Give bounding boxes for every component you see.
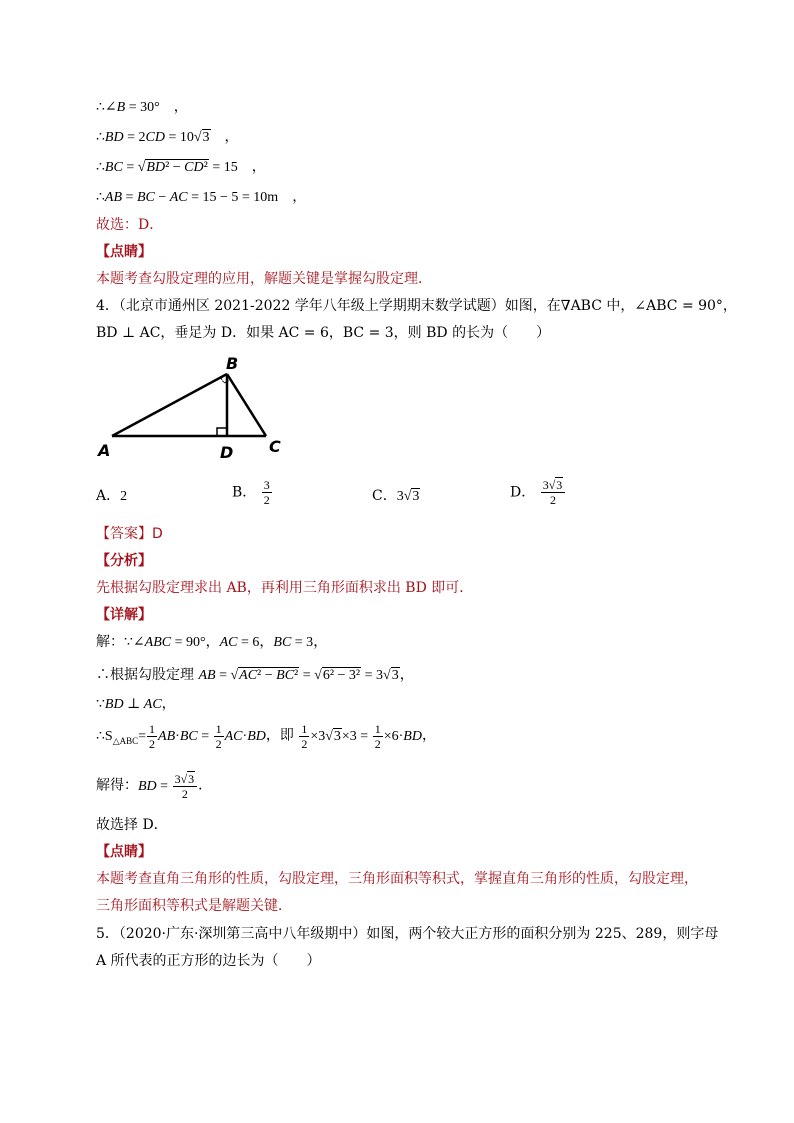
prev-comment-heading: 【点睛】 xyxy=(96,244,152,260)
q4-solution-1: 解：∵∠ABC = 90°，AC = 6，BC = 3， xyxy=(96,634,328,650)
q4-solution-5: 解得：BD = $\frac{3√3}{2}$ ． xyxy=(96,772,213,801)
side-ab xyxy=(112,374,227,436)
solution-line-angle-b: ∴∠B = 30° ， xyxy=(96,99,188,115)
q4-analysis: 先根据勾股定理求出 AB，再利用三角形面积求出 BD 即可． xyxy=(96,580,474,596)
q4-solution-2: ∴根据勾股定理 AB = √AC² − BC² = √6² − 3² = 3√3， xyxy=(96,667,414,683)
q4-stem-line2: BD ⊥ AC，垂足为 D．如果 AC = 6，BC = 3，则 BD 的长为（ ） xyxy=(96,325,551,341)
label-d: D xyxy=(220,443,234,462)
q4-solution-4: $\therefore S_{\triangle ABC}=$ $\frac{1}{2}$ AB·BC = $\frac{1}{2}$ AC·BD，即 $\frac{1}{2}$ ×3√3×3 = $\frac{1}{2}$ ×6·BD， xyxy=(96,722,436,751)
solution-line-bc: ∴BC = √BD² − CD² = 15 ， xyxy=(96,159,266,175)
q4-analysis-heading: 【分析】 xyxy=(96,553,152,569)
q4-solution-3: ∵BD ⊥ AC， xyxy=(96,696,176,712)
option-d[interactable]: D． $\frac{3√3}{2}$ xyxy=(510,478,566,507)
triangle-figure xyxy=(92,352,292,464)
q5-stem-line2: A 所代表的正方形的边长为（ ） xyxy=(96,953,321,969)
q4-comment-line1: 本题考查直角三角形的性质，勾股定理，三角形面积等积式，掌握直角三角形的性质，勾股定理， xyxy=(96,871,698,887)
prev-comment: 本题考查勾股定理的应用，解题关键是掌握勾股定理． xyxy=(96,271,432,287)
q4-comment-line2: 三角形面积等积式是解题关键． xyxy=(96,898,292,914)
q4-choose: 故选择 D． xyxy=(96,817,168,833)
prev-choose: 故选：D． xyxy=(96,217,164,233)
q4-answer: 【答案】D xyxy=(96,526,163,542)
label-c: C xyxy=(269,437,281,456)
q5-stem-line1: 5．（2020·广东·深圳第三高中八年级期中）如图，两个较大正方形的面积分别为 225、289，则字母 xyxy=(96,926,719,942)
option-b[interactable]: B． $\frac{3}{2}$ xyxy=(232,478,270,507)
label-a: A xyxy=(98,441,111,460)
solution-line-bd: ∴BD = 2CD = 10√3 ， xyxy=(96,129,239,145)
option-a[interactable]: A．2 xyxy=(96,488,128,504)
q4-stem-line1: 4．（北京市通州区 2021-2022 学年八年级上学期期末数学试题）如图，在∇ABC 中，∠ABC = 90°， xyxy=(96,298,737,314)
q4-comment-heading: 【点睛】 xyxy=(96,844,152,860)
solution-line-ab: ∴AB = BC − AC = 15 − 5 = 10m ， xyxy=(96,189,307,205)
label-b: B xyxy=(226,354,239,373)
q4-detail-heading: 【详解】 xyxy=(96,607,152,623)
side-bc xyxy=(227,374,266,436)
option-c[interactable]: C．3√3 xyxy=(372,488,420,504)
